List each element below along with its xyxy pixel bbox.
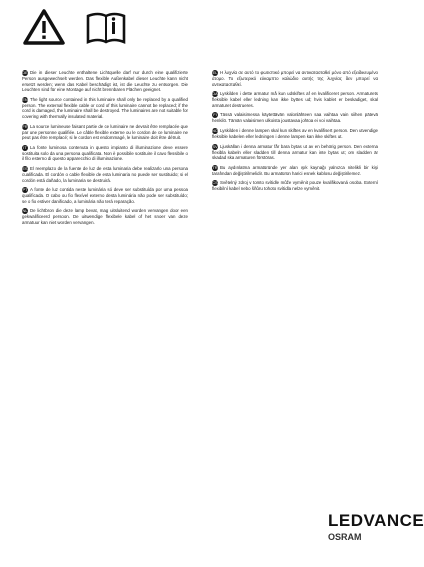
warning-paragraph	[212, 91, 378, 108]
warning-paragraph	[22, 166, 188, 183]
paragraph-text: El reemplazo de la fuente de luz de esta luminaria debe realizarlo una persona cualificada. El cordón o cable flexible de esta luminaria no puede ser sustituido; si el cordón está dañado, la luminaria se destruirá.	[22, 166, 188, 183]
paragraph-text: The light source contained in this luminaire shall only be replaced by a qualified person. The external flexible cable or cord of this luminaire cannot be replaced; if the cord is damaged, the luminaire shall be destroyed. The luminaires are not suitable for covering with thermally insulated material.	[22, 96, 188, 119]
paragraph-text: Lyskilden i dette armatur må kun udskiftes af en kvalificeret person. Armaturets fleksible kabel eller ledning kan ikke byttes ud; hvis kablet er beskadiget, skal armaturet destrueres.	[212, 91, 378, 108]
language-code: IT	[23, 144, 27, 150]
warning-paragraph	[22, 124, 188, 141]
warning-paragraph	[22, 208, 188, 225]
header-icons	[22, 8, 128, 46]
language-code: ES	[22, 165, 28, 171]
warning-paragraph	[22, 145, 188, 162]
paragraph-text: Η λυχνία σε αυτό το φωτιστικό μπορεί να αντικατασταθεί μόνο από εξειδικευμένο άτομο. Το εξωτερικό εύκαμπτο καλώδιο αυτής της λυχνίας δεν μπορεί να αντικατασταθεί.	[212, 70, 378, 87]
paragraph-text: Bu aydınlatma armatüründe yer alan ışık kaynağı yalnızca nitelikli bir kişi tarafından değiştirilmelidir. Bu armatürün harici esnek kablosu değiştirilemez.	[212, 164, 378, 176]
warning-paragraph	[212, 70, 378, 87]
paragraph-text: De lichtbron die deze lamp bevat, mag uitsluitend worden vervangen door een gekwalificeerd persoon. De uitwendige flexibele kabel of het snoer van deze armatuur kan niet worden vervangen.	[22, 208, 188, 225]
language-code: EL	[212, 70, 218, 75]
warning-paragraph	[212, 165, 378, 177]
ledvance-logo: LEDVANCE	[328, 511, 424, 530]
paragraph-text: La fonte luminosa contenuta in questo impianto di illuminazione deve essere sostituita solo da una persona qualificata. Non è possibile sostituire il cavo flessibile o il filo esterno di questo apparecchio di illuminazione.	[22, 144, 188, 162]
language-code: DE	[22, 70, 28, 75]
paragraph-text: Světelný zdroj v tomto svítidle může vyměnit pouze kvalifikovaná osoba. Externí flexibilní kabel nebo šňůru tohoto svítidla nelze vyměnit.	[212, 180, 378, 192]
language-code: SV	[212, 143, 218, 149]
language-code: NO	[212, 127, 218, 133]
language-code: FI	[213, 112, 217, 118]
language-code: CS	[212, 180, 218, 186]
language-code: EN	[22, 96, 28, 102]
paragraph-text: A fonte de luz contida neste luminária só deve ser substituída por uma pessoa qualificada. O cabo ou fio flexível externo desta luminária não pode ser substituído; se o fio estiver danificado, a luminária não terá reparação.	[22, 187, 188, 204]
warning-paragraph	[22, 70, 188, 93]
warning-paragraph	[212, 144, 378, 161]
language-code: DA	[212, 91, 218, 97]
warning-paragraph	[22, 187, 188, 204]
paragraph-text: Tässä valaisimessa käytettävän valonlähteen saa vaihtaa vain siihen pätevä henkilö. Tämän valaisimen ulkoista joustavaa johtoa ei voi vaihtaa.	[212, 112, 378, 124]
information-book-icon	[84, 8, 128, 46]
language-code: TR	[212, 164, 218, 170]
paragraph-text: Ljuskällan i denna armatur får bara bytas ut av en behörig person. Den externa flexibla kabeln eller sladden till denna armatur kan inte bytas ut; om sladden är skadad ska armaturen förstöras.	[212, 143, 378, 161]
paragraph-text: La source lumineuse faisant partie de ce luminaire ne devrait être remplacée que par une personne qualifiée. Le câble flexible externe ou le cordon de ce luminaire ne peut pas être remplacé; si le cordon est endommagé, le luminaire doit être détruit.	[22, 123, 188, 141]
warning-paragraph	[22, 97, 188, 120]
brand-footer	[328, 512, 424, 542]
warning-paragraph	[212, 128, 378, 140]
left-text-column	[22, 70, 188, 230]
paragraph-text: Lyskilden i denne lampen skal kun skiftes av en kvalifisert person. Den utvendige fleksible kabelen eller ledningen i denne lampen kan ikke skiftes ut.	[212, 128, 378, 139]
language-code: FR	[22, 123, 28, 129]
warning-paragraph	[212, 180, 378, 192]
warning-triangle-icon	[22, 8, 66, 46]
warning-paragraph	[212, 112, 378, 124]
language-code: NL	[22, 208, 28, 214]
language-code: PT	[22, 187, 28, 193]
paragraph-text: Die in dieser Leuchte enthaltene Lichtquelle darf nur durch eine qualifizierte Person ausgewechselt werden. Das flexible Außenkabel dieser Leuchte kann nicht ersetzt werden; wenn das Kabel beschädigt ist, ist die Leuchte zu entsorgen. Die Leuchten sind für eine Montage auf nicht brennbaren Flächen geeignet.	[22, 70, 188, 93]
right-text-column	[212, 70, 378, 196]
osram-wordmark: OSRAM	[328, 532, 362, 542]
